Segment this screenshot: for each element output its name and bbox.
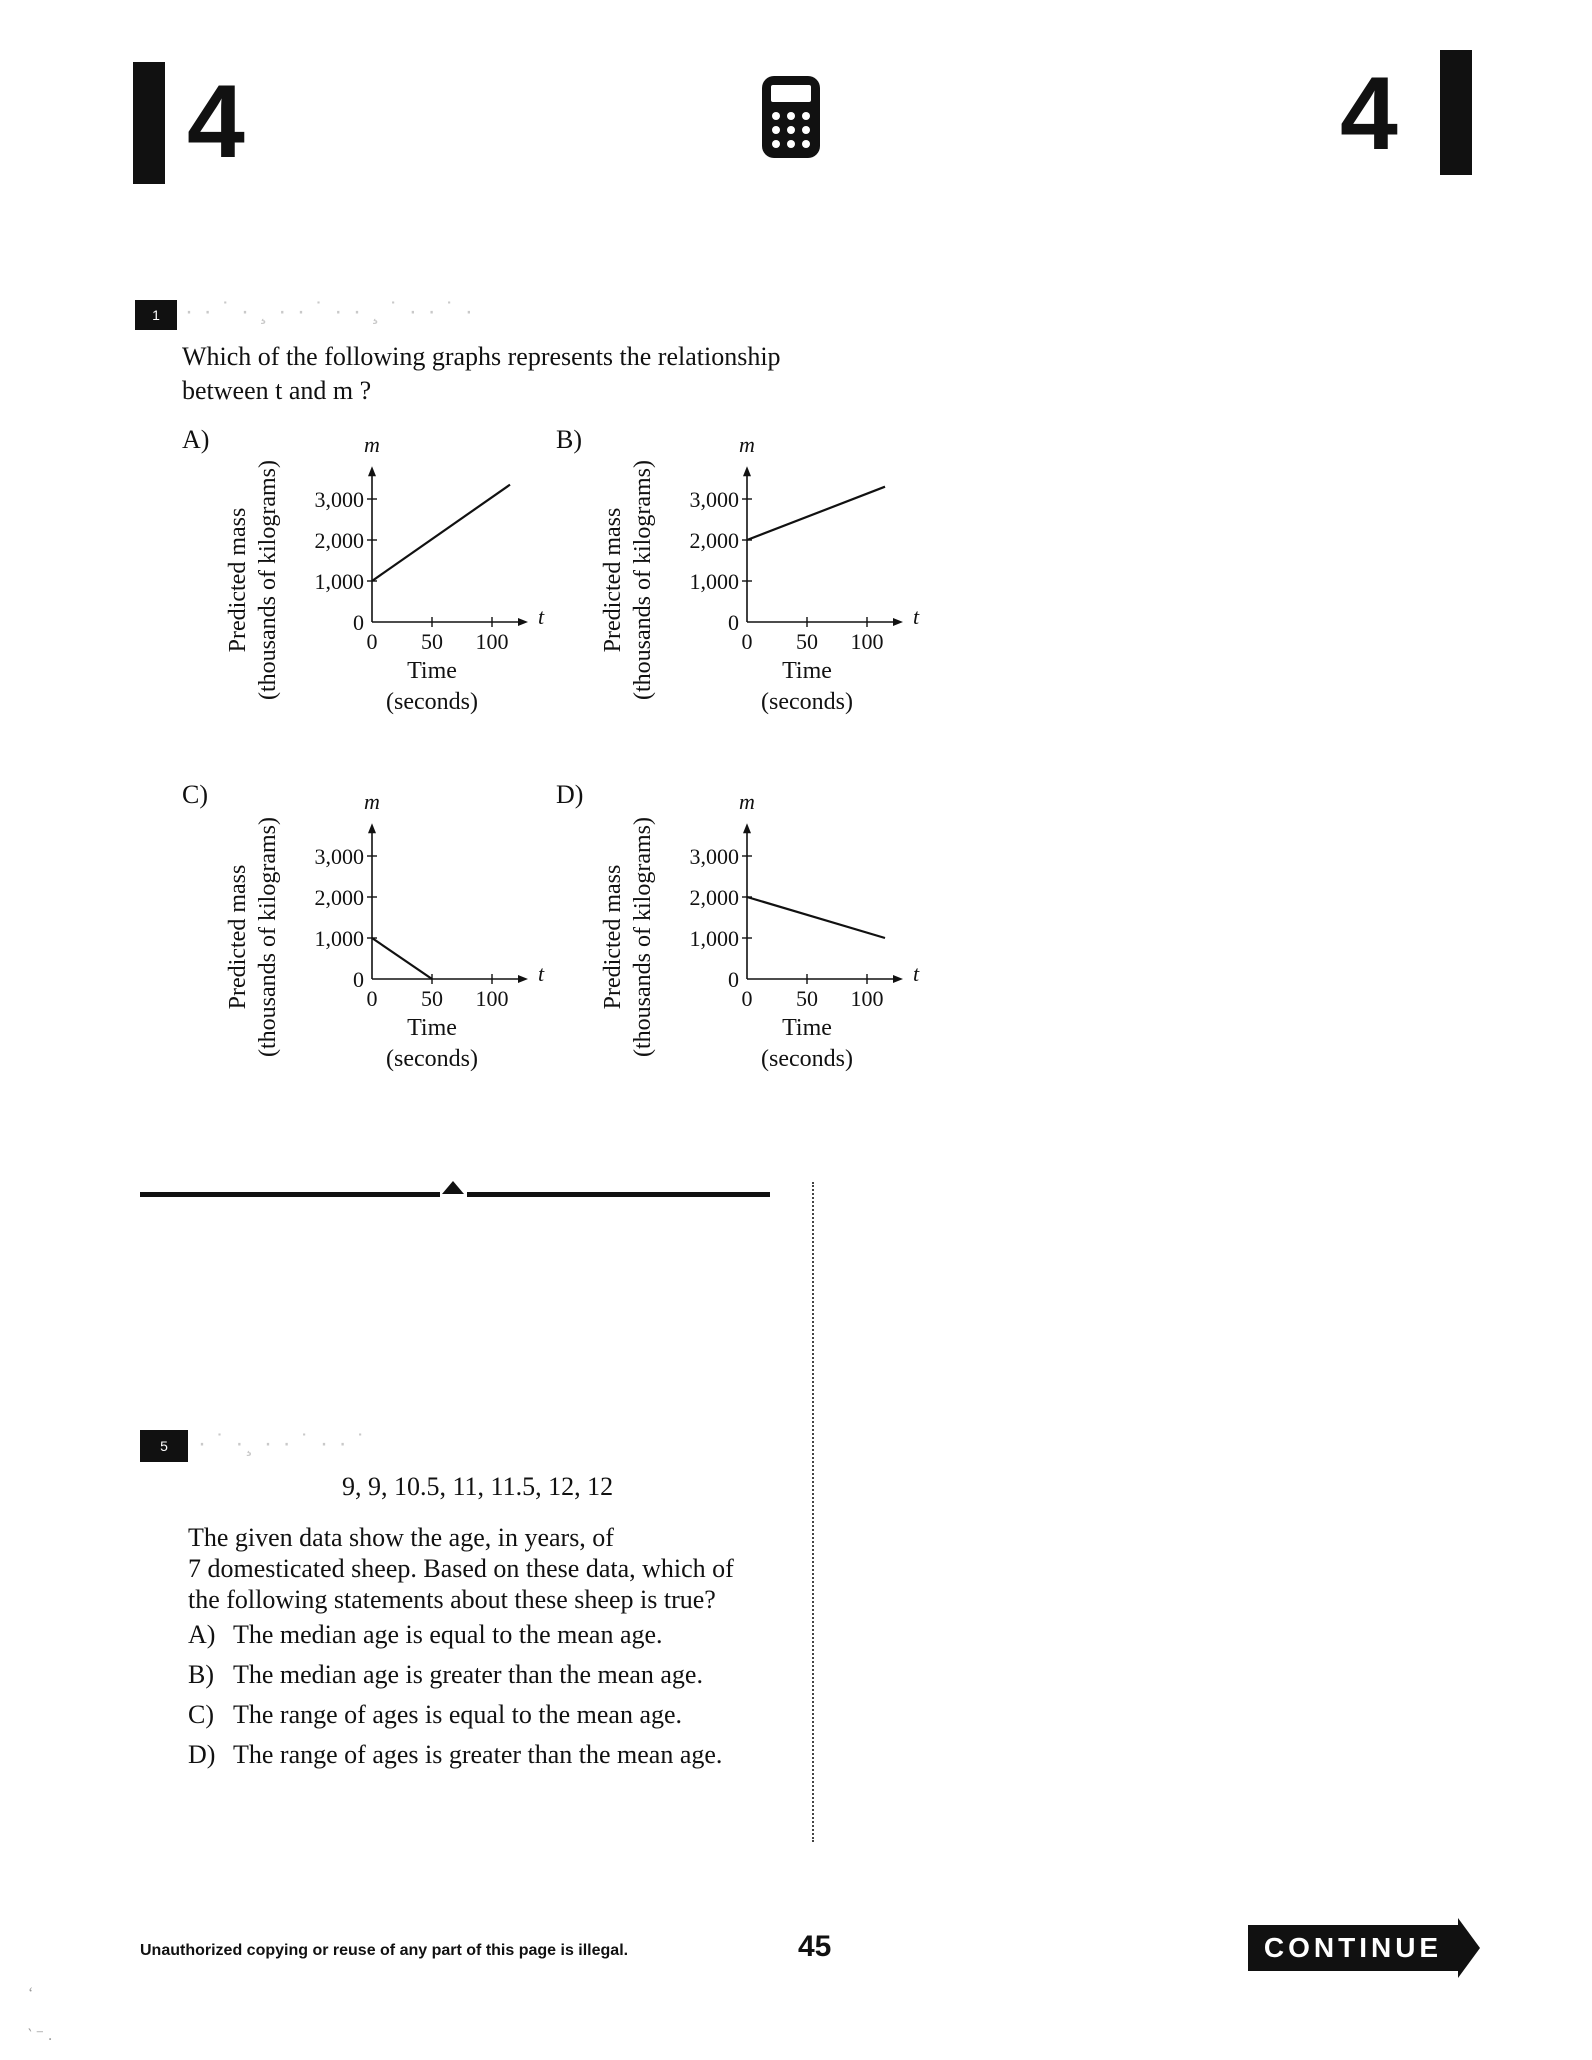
- x-axis-arrow-icon: [893, 618, 903, 626]
- page-number: 45: [798, 1930, 832, 1963]
- y-variable-label: m: [739, 432, 755, 458]
- x-tick-label: 100: [850, 629, 884, 654]
- divider-arrow-icon: [442, 1181, 464, 1194]
- choice-d-label: D): [556, 780, 584, 809]
- x-axis-subtitle: (seconds): [761, 1046, 853, 1072]
- question-1-prompt: Which of the following graphs represents the relationship between t and m ?: [182, 342, 781, 405]
- y-tick-label: 2,000: [314, 528, 364, 553]
- answer-choice-c[interactable]: C) The range of ages is equal to the mean age.: [188, 1700, 683, 1729]
- data-line: [747, 487, 885, 540]
- x-tick-label: 50: [796, 986, 818, 1011]
- y-variable-label: m: [739, 789, 755, 815]
- y-tick-label: 1,000: [689, 569, 739, 594]
- x-tick-label: 0: [366, 986, 378, 1011]
- section-divider-left: [140, 1192, 440, 1197]
- y-tick-label: 3,000: [689, 844, 739, 869]
- y-tick-label: 1,000: [314, 926, 364, 951]
- x-tick-label: 0: [366, 629, 378, 654]
- x-tick-label: 50: [421, 629, 443, 654]
- y-tick-label: 0: [728, 610, 739, 635]
- y-axis-arrow-icon: [743, 466, 751, 476]
- answer-choice-d[interactable]: D) The range of ages is greater than the mean age.: [188, 1740, 723, 1769]
- y-axis-title: Predicted mass: [225, 507, 251, 653]
- column-separator: [812, 1182, 814, 1842]
- y-axis-arrow-icon: [743, 823, 751, 833]
- section-number-right: 4: [1340, 56, 1398, 172]
- copyright-notice: Unauthorized copying or reuse of any part of this page is illegal.: [140, 1942, 629, 1959]
- answer-choices: [188, 1620, 722, 1780]
- y-axis-title: Predicted mass: [225, 864, 251, 1010]
- data-line: [747, 897, 885, 938]
- sheep-age-dataset: 9, 9, 10.5, 11, 11.5, 12, 12: [342, 1472, 614, 1501]
- x-tick-label: 100: [475, 629, 509, 654]
- y-tick-label: 2,000: [689, 885, 739, 910]
- y-axis-subtitle: (thousands of kilograms): [630, 817, 656, 1057]
- x-axis-arrow-icon: [893, 975, 903, 983]
- calculator-icon: [762, 76, 820, 158]
- y-tick-label: 0: [353, 967, 364, 992]
- x-tick-label: 100: [850, 986, 884, 1011]
- scan-speck: ʻ: [28, 1985, 34, 2002]
- faded-scan-marks: · ˙ ·¸ · · ˙ · · ˙: [198, 1430, 368, 1457]
- graph-c: [225, 787, 585, 1107]
- y-axis-subtitle: (thousands of kilograms): [255, 460, 281, 700]
- x-tick-label: 50: [796, 629, 818, 654]
- y-tick-label: 3,000: [314, 487, 364, 512]
- x-tick-label: 0: [741, 986, 753, 1011]
- graph-d: [600, 787, 960, 1107]
- faded-scan-marks: · · ˙ · ¸ · · ˙ · · ¸ ˙ · · ˙ ·: [185, 298, 475, 325]
- choice-a-label: A): [182, 425, 210, 454]
- x-tick-label: 0: [741, 629, 753, 654]
- x-axis-title: Time: [407, 658, 457, 684]
- choice-c-label: C): [182, 780, 208, 809]
- y-axis-title: Predicted mass: [600, 507, 626, 653]
- y-tick-label: 0: [728, 967, 739, 992]
- x-variable-label: t: [538, 961, 545, 986]
- y-axis-arrow-icon: [368, 466, 376, 476]
- y-axis-subtitle: (thousands of kilograms): [630, 460, 656, 700]
- x-axis-title: Time: [782, 658, 832, 684]
- y-variable-label: m: [364, 789, 380, 815]
- y-tick-label: 3,000: [689, 487, 739, 512]
- x-axis-title: Time: [407, 1015, 457, 1041]
- y-variable-label: m: [364, 432, 380, 458]
- x-axis-arrow-icon: [518, 975, 528, 983]
- x-axis-arrow-icon: [518, 618, 528, 626]
- data-line: [372, 485, 510, 581]
- x-tick-label: 100: [475, 986, 509, 1011]
- right-section-bar: [1440, 50, 1472, 175]
- scan-speck: ‵ ⁻ .: [28, 2027, 53, 2044]
- question-number-box: 5: [140, 1430, 188, 1462]
- x-axis-title: Time: [782, 1015, 832, 1041]
- graph-b: [600, 430, 960, 750]
- section-number-left: 4: [187, 64, 245, 180]
- y-tick-label: 2,000: [314, 885, 364, 910]
- left-section-bar: [133, 62, 165, 184]
- y-axis-arrow-icon: [368, 823, 376, 833]
- y-tick-label: 0: [353, 610, 364, 635]
- question-number-box: 1: [135, 300, 177, 330]
- section-divider-right: [467, 1192, 770, 1197]
- y-tick-label: 2,000: [689, 528, 739, 553]
- continue-arrow-icon: [1458, 1918, 1480, 1978]
- data-line: [372, 938, 432, 979]
- choice-b-label: B): [556, 425, 582, 454]
- x-variable-label: t: [913, 604, 920, 629]
- answer-choice-a[interactable]: A) The median age is equal to the mean age.: [188, 1620, 663, 1649]
- continue-button[interactable]: CONTINUE: [1248, 1925, 1458, 1971]
- y-tick-label: 3,000: [314, 844, 364, 869]
- y-tick-label: 1,000: [314, 569, 364, 594]
- y-axis-subtitle: (thousands of kilograms): [255, 817, 281, 1057]
- x-variable-label: t: [538, 604, 545, 629]
- y-tick-label: 1,000: [689, 926, 739, 951]
- x-variable-label: t: [913, 961, 920, 986]
- x-axis-subtitle: (seconds): [386, 1046, 478, 1072]
- answer-choice-b[interactable]: B) The median age is greater than the mean age.: [188, 1660, 703, 1689]
- y-axis-title: Predicted mass: [600, 864, 626, 1010]
- x-axis-subtitle: (seconds): [761, 689, 853, 715]
- question-2-prompt: The given data show the age, in years, of 7 domesticated sheep. Based on these data, which of the following statements about these sheep is true?: [188, 1523, 734, 1614]
- x-axis-subtitle: (seconds): [386, 689, 478, 715]
- x-tick-label: 50: [421, 986, 443, 1011]
- graph-a: [225, 430, 585, 750]
